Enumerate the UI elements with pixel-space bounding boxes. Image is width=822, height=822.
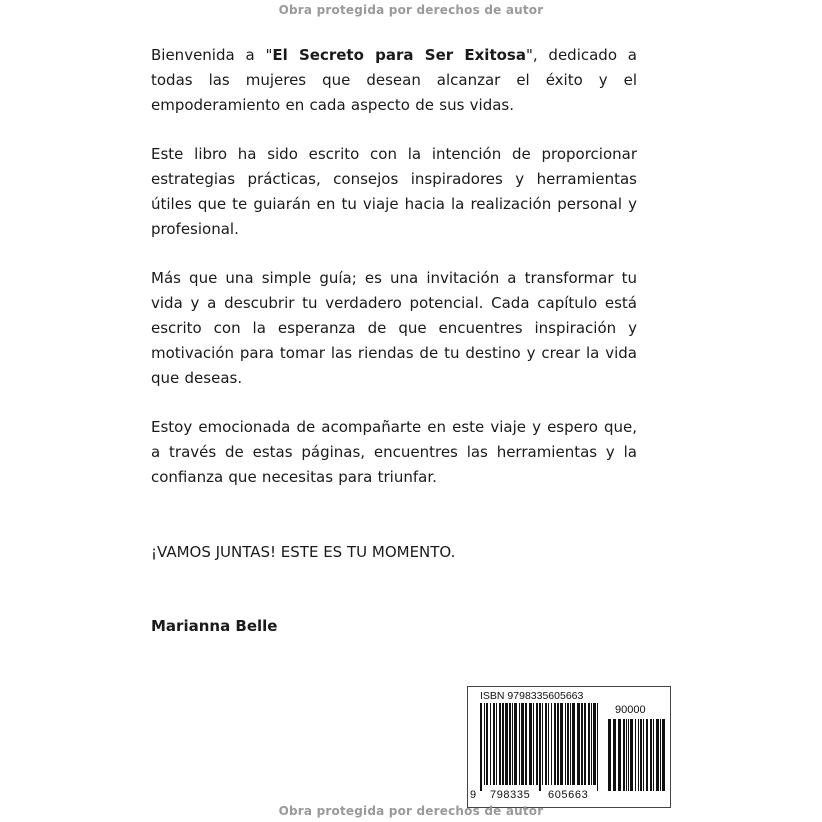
barcode-addon-bar [640, 719, 642, 791]
barcode-addon-bar [660, 719, 661, 791]
slogan: ¡VAMOS JUNTAS! ESTE ES TU MOMENTO. [151, 543, 456, 561]
barcode-bar [512, 703, 513, 785]
barcode-bar [521, 703, 524, 785]
barcode-bar [490, 703, 491, 785]
barcode-bar [551, 703, 552, 785]
barcode-digit-first: 9 [470, 789, 477, 801]
barcode-bar [505, 703, 508, 785]
barcode-bar [548, 703, 549, 785]
barcode-addon-bar [635, 719, 636, 791]
barcode-bar [536, 703, 538, 785]
barcode-bar [496, 703, 497, 785]
barcode-bar [502, 703, 504, 785]
barcode-addon-bar [662, 719, 665, 791]
intro-text-end: ", dedicado a todas las mujeres que desean alcanzar el éxito y el empoderamiento en cada aspecto de sus vidas. [151, 46, 637, 114]
barcode-bar [557, 703, 559, 785]
paragraph-purpose: Este libro ha sido escrito con la intención de proporcionar estrategias prácticas, consejos inspiradores y herramientas útiles que te guiarán en tu viaje hacia la realización personal y profesional. [151, 145, 637, 238]
back-cover-text [151, 43, 637, 514]
barcode-bar [486, 703, 488, 785]
barcode-bar [560, 703, 563, 785]
barcode-addon-bar [628, 719, 629, 791]
barcode-addon-bar [638, 719, 639, 791]
barcode-bar [554, 703, 556, 785]
isbn-barcode [467, 686, 671, 808]
barcode-digits-group1: 798335 [490, 789, 531, 801]
barcode-bar [565, 703, 566, 785]
barcode-addon-bar [630, 719, 633, 791]
barcode-bar [577, 703, 580, 785]
book-title: El Secreto para Ser Exitosa [272, 46, 526, 64]
barcode-addon-bar [653, 719, 654, 791]
watermark-bottom: Obra protegida por derechos de autor [278, 804, 544, 818]
barcode-bar [545, 703, 547, 785]
barcode-bar [484, 703, 485, 785]
price-code: 90000 [615, 704, 646, 716]
barcode-bar [493, 703, 495, 785]
isbn-label: ISBN 9798335605663 [480, 690, 584, 702]
barcode-bar [539, 703, 541, 791]
barcode-bar [533, 703, 534, 785]
barcode-addon-bar [650, 719, 652, 791]
paragraph-closing: Estoy emocionada de acompañarte en este viaje y espero que, a través de estas páginas, encuentres las herramientas y la confianza que necesitas para triunfar. [151, 418, 637, 486]
barcode-addon-bar [623, 719, 625, 791]
barcode-digits-group2: 605663 [548, 789, 589, 801]
author-name: Marianna Belle [151, 617, 278, 635]
barcode-bar [499, 703, 501, 785]
barcode-bar [567, 703, 569, 785]
barcode-bar [542, 703, 543, 785]
barcode-bar [597, 703, 598, 791]
watermark-top: Obra protegida por derechos de autor [278, 3, 544, 17]
barcode-addon-bar [626, 719, 627, 791]
barcode-addon-bar [613, 719, 616, 791]
intro-text-start: Bienvenida a " [151, 46, 273, 64]
barcode-bar [519, 703, 520, 785]
barcode-bar [584, 703, 586, 785]
barcode-bar [514, 703, 517, 785]
barcode-addon-bar [608, 719, 611, 791]
barcode-bar [572, 703, 575, 785]
barcode-bar [525, 703, 527, 785]
barcode-bar [581, 703, 583, 785]
paragraph-intro [151, 43, 637, 118]
barcode-bar [591, 703, 592, 785]
barcode-bar [509, 703, 511, 785]
barcode-bar [480, 703, 482, 791]
barcode-addon-bar [646, 719, 648, 791]
barcode-bar [529, 703, 532, 785]
barcode-bar [593, 703, 596, 785]
paragraph-invitation: Más que una simple guía; es una invitación a transformar tu vida y a descubrir tu verdadero potencial. Cada capítulo está escrito con la esperanza de que encuentres inspiración y motivación para tomar las riendas de tu destino y crear la vida que deseas. [151, 269, 637, 387]
barcode-bar [570, 703, 571, 785]
barcode-addon-bar [643, 719, 644, 791]
barcode-addon-bar [656, 719, 659, 791]
barcode-bar [588, 703, 590, 785]
barcode-addon-bar [618, 719, 621, 791]
